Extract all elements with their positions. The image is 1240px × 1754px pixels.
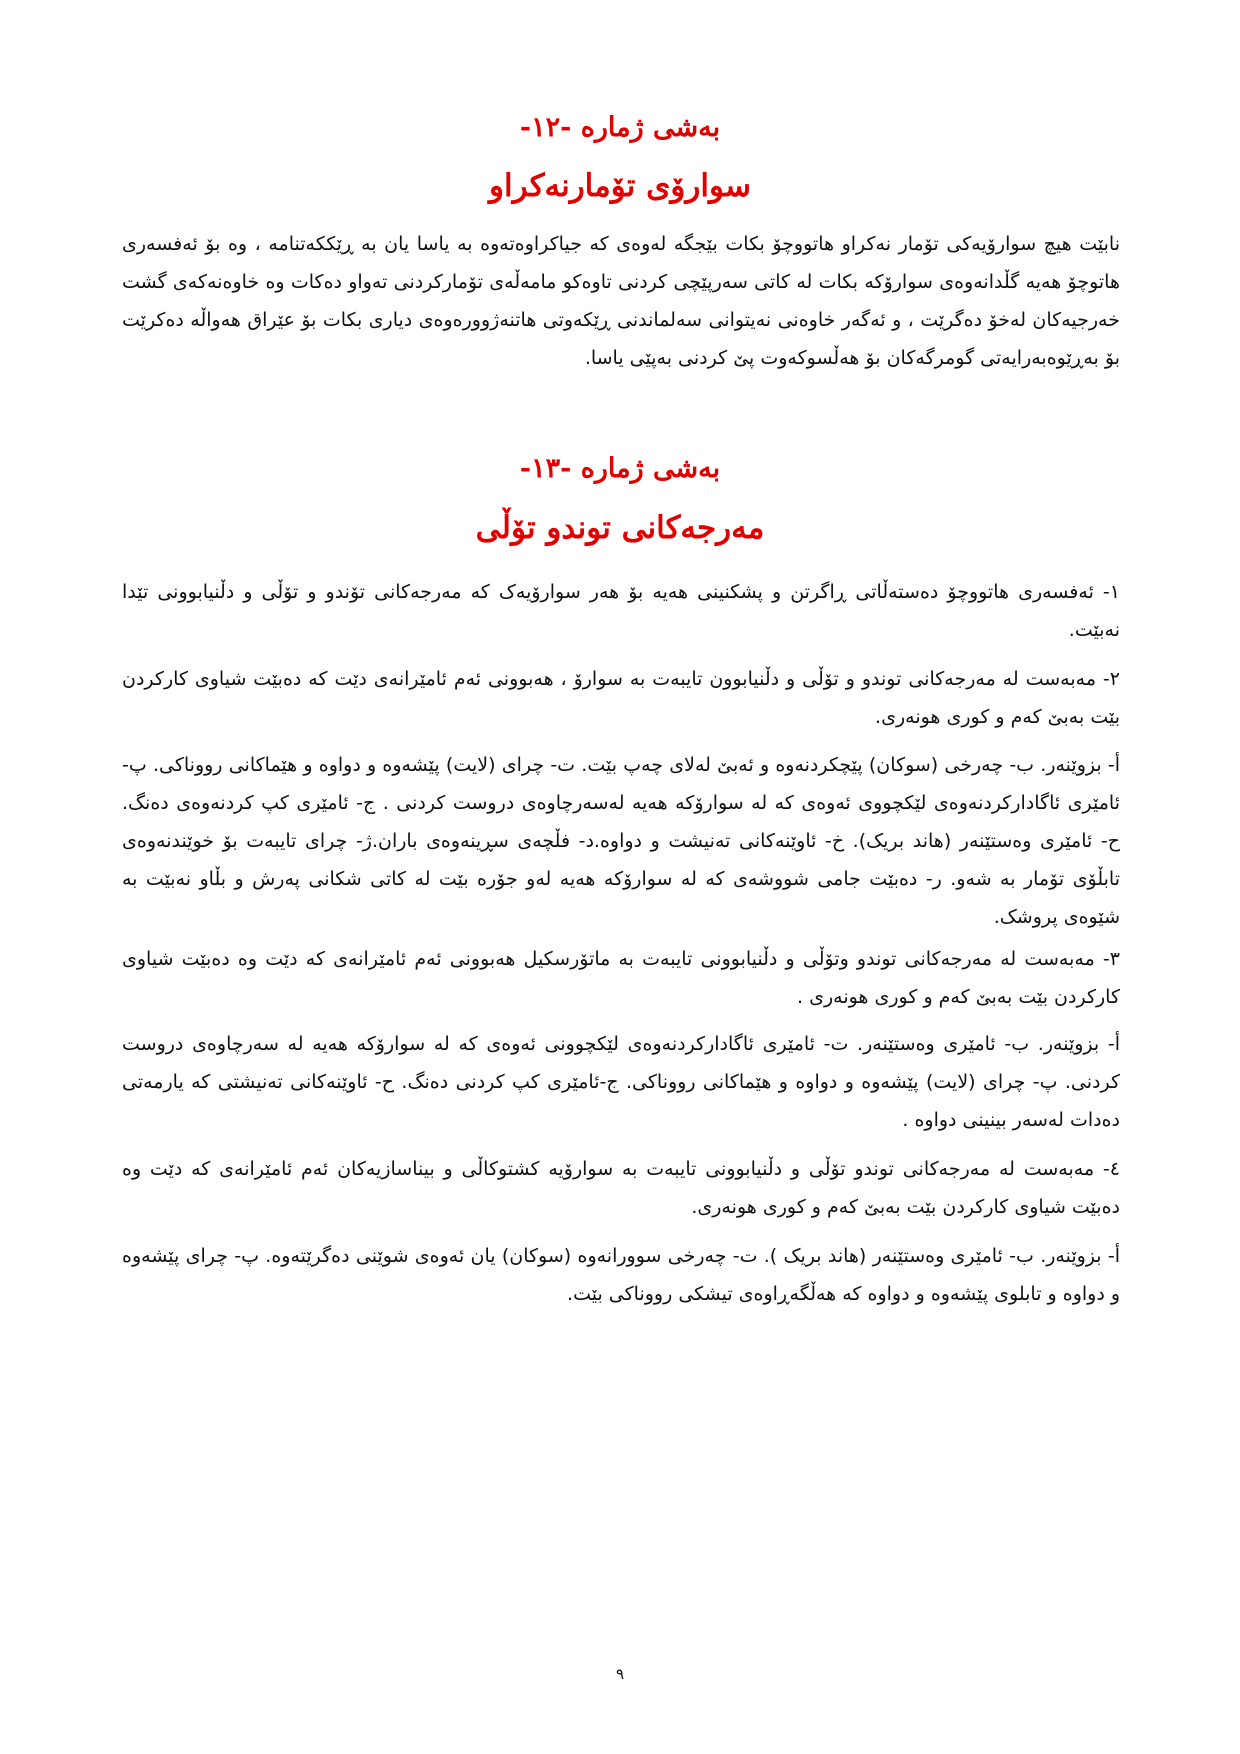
section-13-paragraph: ١- ئەفسەری هاتووچۆ دەستەڵاتی ڕاگرتن و پشکنینی هەیە بۆ هەر سوارۆیەک کە مەرجەکانی تۆندو و تۆڵی و دڵنیابوونی تێدا نەبێت.: [122, 581, 1120, 641]
section-12-title: سوارۆی تۆمارنەکراو: [489, 168, 751, 204]
section-13-paragraph: أ- بزوێنەر. ب- ئامێری وەستێنەر (هاند بریک ). ت- چەرخی سوورانەوە (سوکان) یان ئەوەی شوێنی دەگرێتەوە. پ- چرای پێشەوە و دواوە و تابلوی پێشەوە و دواوە کە هەڵگەڕاوەی تیشکی رووناکی بێت.: [122, 1245, 1120, 1305]
section-13-title: مەرجەکانی توندو تۆڵی: [475, 510, 765, 546]
section-13-paragraph: ٣- مەبەست لە مەرجەکانی توندو وتۆڵی و دڵنیابوونی تایبەت بە ماتۆرسکیل هەبوونی ئەم ئامێرانەی کە دێت وە دەبێت شیاوی کارکردن بێت بەبێ کەم و کوری هونەری .: [122, 948, 1120, 1008]
section-13-paragraph: أ- بزوێنەر. ب- ئامێری وەستێنەر. ت- ئامێری ئاگادارکردنەوەی لێکچوونی ئەوەی کە لە سوارۆکە هەیە لە سەرچاوەی دروست کردنی. پ- چرای (لایت) پێشەوە و دواوە و هێماکانی رووناکی. ج-ئامێری کپ کردنی دەنگ. ح- ئاوێنەکانی تەنیشتی کە یارمەتی دەدات لەسەر بینینی دواوە .: [122, 1033, 1120, 1131]
section-13-paragraph: ٢- مەبەست لە مەرجەکانی توندو و تۆڵی و دڵنیابوون تایبەت بە سوارۆ ، هەبوونی ئەم ئامێرانەی دێت کە دەبێت شیاوی کارکردن بێت بەبێ کەم و کوری هونەری.: [122, 668, 1120, 728]
section-13-paragraph: ٤- مەبەست لە مەرجەکانی توندو تۆڵی و دڵنیابوونی تایبەت بە سوارۆیە کشتوکاڵی و بیناسازیەکان ئەم ئامێرانەی کە دێت وە دەبێت شیاوی کارکردن بێت بەبێ کەم و کوری هونەری.: [122, 1158, 1120, 1218]
section-12-body: نابێت هیچ سوارۆیەکی تۆمار نەکراو هاتووچۆ بکات بێجگە لەوەی کە جیاکراوەتەوە بە یاسا یان بە ڕێککەتنامە ، وە بۆ ئەفسەری هاتوچۆ هەیە گڵدانەوەی سوارۆکە بکات لە کاتی سەرپێچی کردنی تاوەکو مامەڵەی تۆمارکردنی تەواو دەکات وە خاوەنەکەی گشت خەرجیەکان لەخۆ دەگرێت ، و ئەگەر خاوەنی نەیتوانی سەلماندنی ڕێکەوتی هاتنەژوورەوەی دیاری بکات بۆ عێراق هەواڵە دەکرێت بۆ بەڕێوەبەرایەتی گومرگەکان بۆ هەڵسوکەوت پێ کردنی بەپێی یاسا.: [122, 233, 1120, 369]
section-13-paragraph: أ- بزوێنەر. ب- چەرخی (سوکان) پێچکردنەوە و ئەبێ لەلای چەپ بێت. ت- چرای (لایت) پێشەوە و دواوە و هێماکانی رووناکی. پ- ئامێری ئاگادارکردنەوەی لێکچووی ئەوەی کە لە سوارۆکە هەیە لەسەرچاوەی دروست کردنی . ج- ئامێری کپ کردنەوەی دەنگ. ح- ئامێری وەستێنەر (هاند بریک). خ- ئاوێنەکانی تەنیشت و دواوە.د- فڵچەی سڕینەوەی باران.ژ- چرای تایبەت بۆ خوێندنەوەی تابڵۆی تۆمار بە شەو. ر- دەبێت جامی شووشەی کە لە سوارۆکە هەیە لەو جۆرە بێت لە کاتی شکانی پەرش و بڵاو نەبێت بە شێوەی پروشک.: [122, 754, 1120, 928]
section-12-label: بەشی ژمارە -١٢-: [519, 112, 721, 143]
section-13-label: بەشی ژمارە -١٣-: [519, 453, 721, 484]
page-number: ٩: [615, 1665, 625, 1683]
